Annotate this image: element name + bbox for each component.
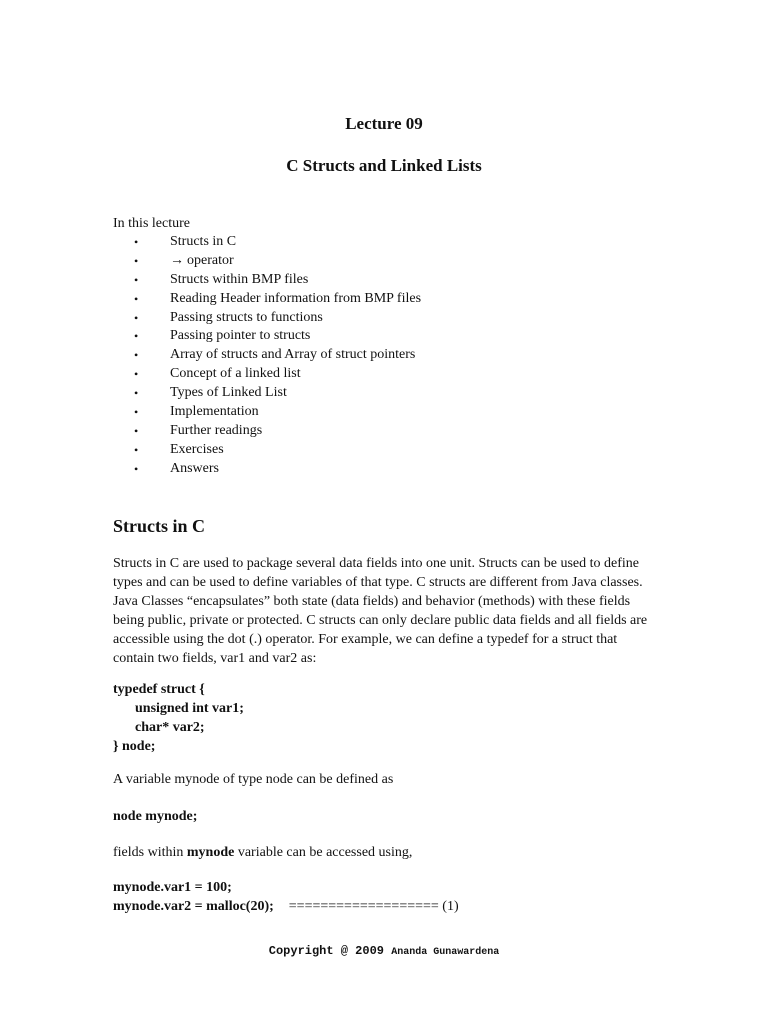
- topic-list: [113, 233, 421, 479]
- author-name: Ananda Gunawardena: [391, 947, 500, 958]
- lecture-number: Lecture 09: [345, 114, 423, 133]
- list-item-label: Reading Header information from BMP files: [170, 290, 422, 306]
- list-item-label: operator: [187, 252, 234, 268]
- list-item-label: Implementation: [170, 404, 259, 420]
- list-item: [113, 233, 421, 252]
- code-block: [113, 681, 244, 757]
- bullet-icon: •: [134, 291, 139, 306]
- declaration-code: node mynode;: [113, 809, 198, 824]
- bullet-icon: •: [134, 423, 139, 438]
- list-item-label: Array of structs and Array of struct pointers: [170, 347, 416, 363]
- code-line: unsigned int var1;: [135, 700, 244, 716]
- bullet-icon: •: [134, 386, 139, 401]
- equation-marker: =================== (1): [288, 899, 459, 914]
- list-item: [113, 422, 421, 441]
- list-item-label: Further readings: [170, 422, 263, 438]
- bullet-icon: •: [134, 329, 139, 344]
- list-item: [113, 365, 421, 384]
- bullet-icon: •: [134, 235, 139, 249]
- fields-suffix: variable can be accessed using,: [234, 845, 413, 860]
- list-item: [113, 384, 421, 403]
- list-item-label: Passing structs to functions: [170, 309, 323, 325]
- bullet-icon: •: [134, 348, 139, 363]
- body-paragraph: Structs in C are used to package several data fields into one unit. Structs can be used to define types and can be used to define variables of that type. C structs are different from Java classes. Java Classes “encapsulates” both state (data fields) and behavior (methods) with these fields being public, private or protected. C structs can only declare public data fields and all fields are accessible using the dot (.) operator. For example, we can define a typedef for a struct that contain two fields, var1 and var2 as:: [113, 556, 648, 666]
- list-item: [113, 271, 421, 290]
- list-item-label: Concept of a linked list: [170, 366, 301, 382]
- list-item: [113, 346, 421, 365]
- list-item-label: Passing pointer to structs: [170, 328, 311, 344]
- intro-text: In this lecture: [113, 216, 190, 231]
- arrow-icon: →: [170, 252, 184, 268]
- assignment-code-2: [113, 898, 459, 917]
- bullet-icon: •: [134, 272, 139, 287]
- list-item: [113, 403, 421, 422]
- page-footer: [0, 944, 768, 958]
- code-line: typedef struct {: [113, 682, 205, 697]
- fields-prefix: fields within: [113, 845, 187, 860]
- bullet-icon: •: [134, 367, 139, 382]
- list-item-label: Answers: [170, 460, 219, 476]
- variable-intro-text: A variable mynode of type node can be defined as: [113, 772, 394, 787]
- bullet-icon: •: [134, 461, 139, 476]
- assignment-code-1: mynode.var1 = 100;: [113, 880, 232, 895]
- code-line: char* var2;: [135, 719, 205, 735]
- assignment-statement: mynode.var2 = malloc(20);: [113, 899, 274, 914]
- list-item: [113, 252, 421, 271]
- list-item: [113, 290, 421, 309]
- code-line: } node;: [113, 738, 156, 754]
- bullet-icon: •: [134, 442, 139, 457]
- fields-access-text: [113, 844, 412, 863]
- copyright-text: Copyright @ 2009: [268, 944, 384, 958]
- section-heading: Structs in C: [113, 516, 206, 536]
- list-item: [113, 460, 421, 479]
- list-item-label: Structs within BMP files: [170, 271, 309, 287]
- fields-variable-name: mynode: [186, 845, 235, 860]
- lecture-title: C Structs and Linked Lists: [286, 156, 482, 175]
- list-item-label: Types of Linked List: [170, 385, 287, 401]
- list-item: [113, 309, 421, 328]
- list-item: [113, 327, 421, 346]
- bullet-icon: •: [134, 405, 139, 420]
- list-item-label: Exercises: [170, 441, 224, 457]
- list-item-label: Structs in C: [170, 234, 237, 249]
- bullet-icon: •: [134, 310, 139, 325]
- list-item: [113, 441, 421, 460]
- bullet-icon: •: [134, 253, 139, 268]
